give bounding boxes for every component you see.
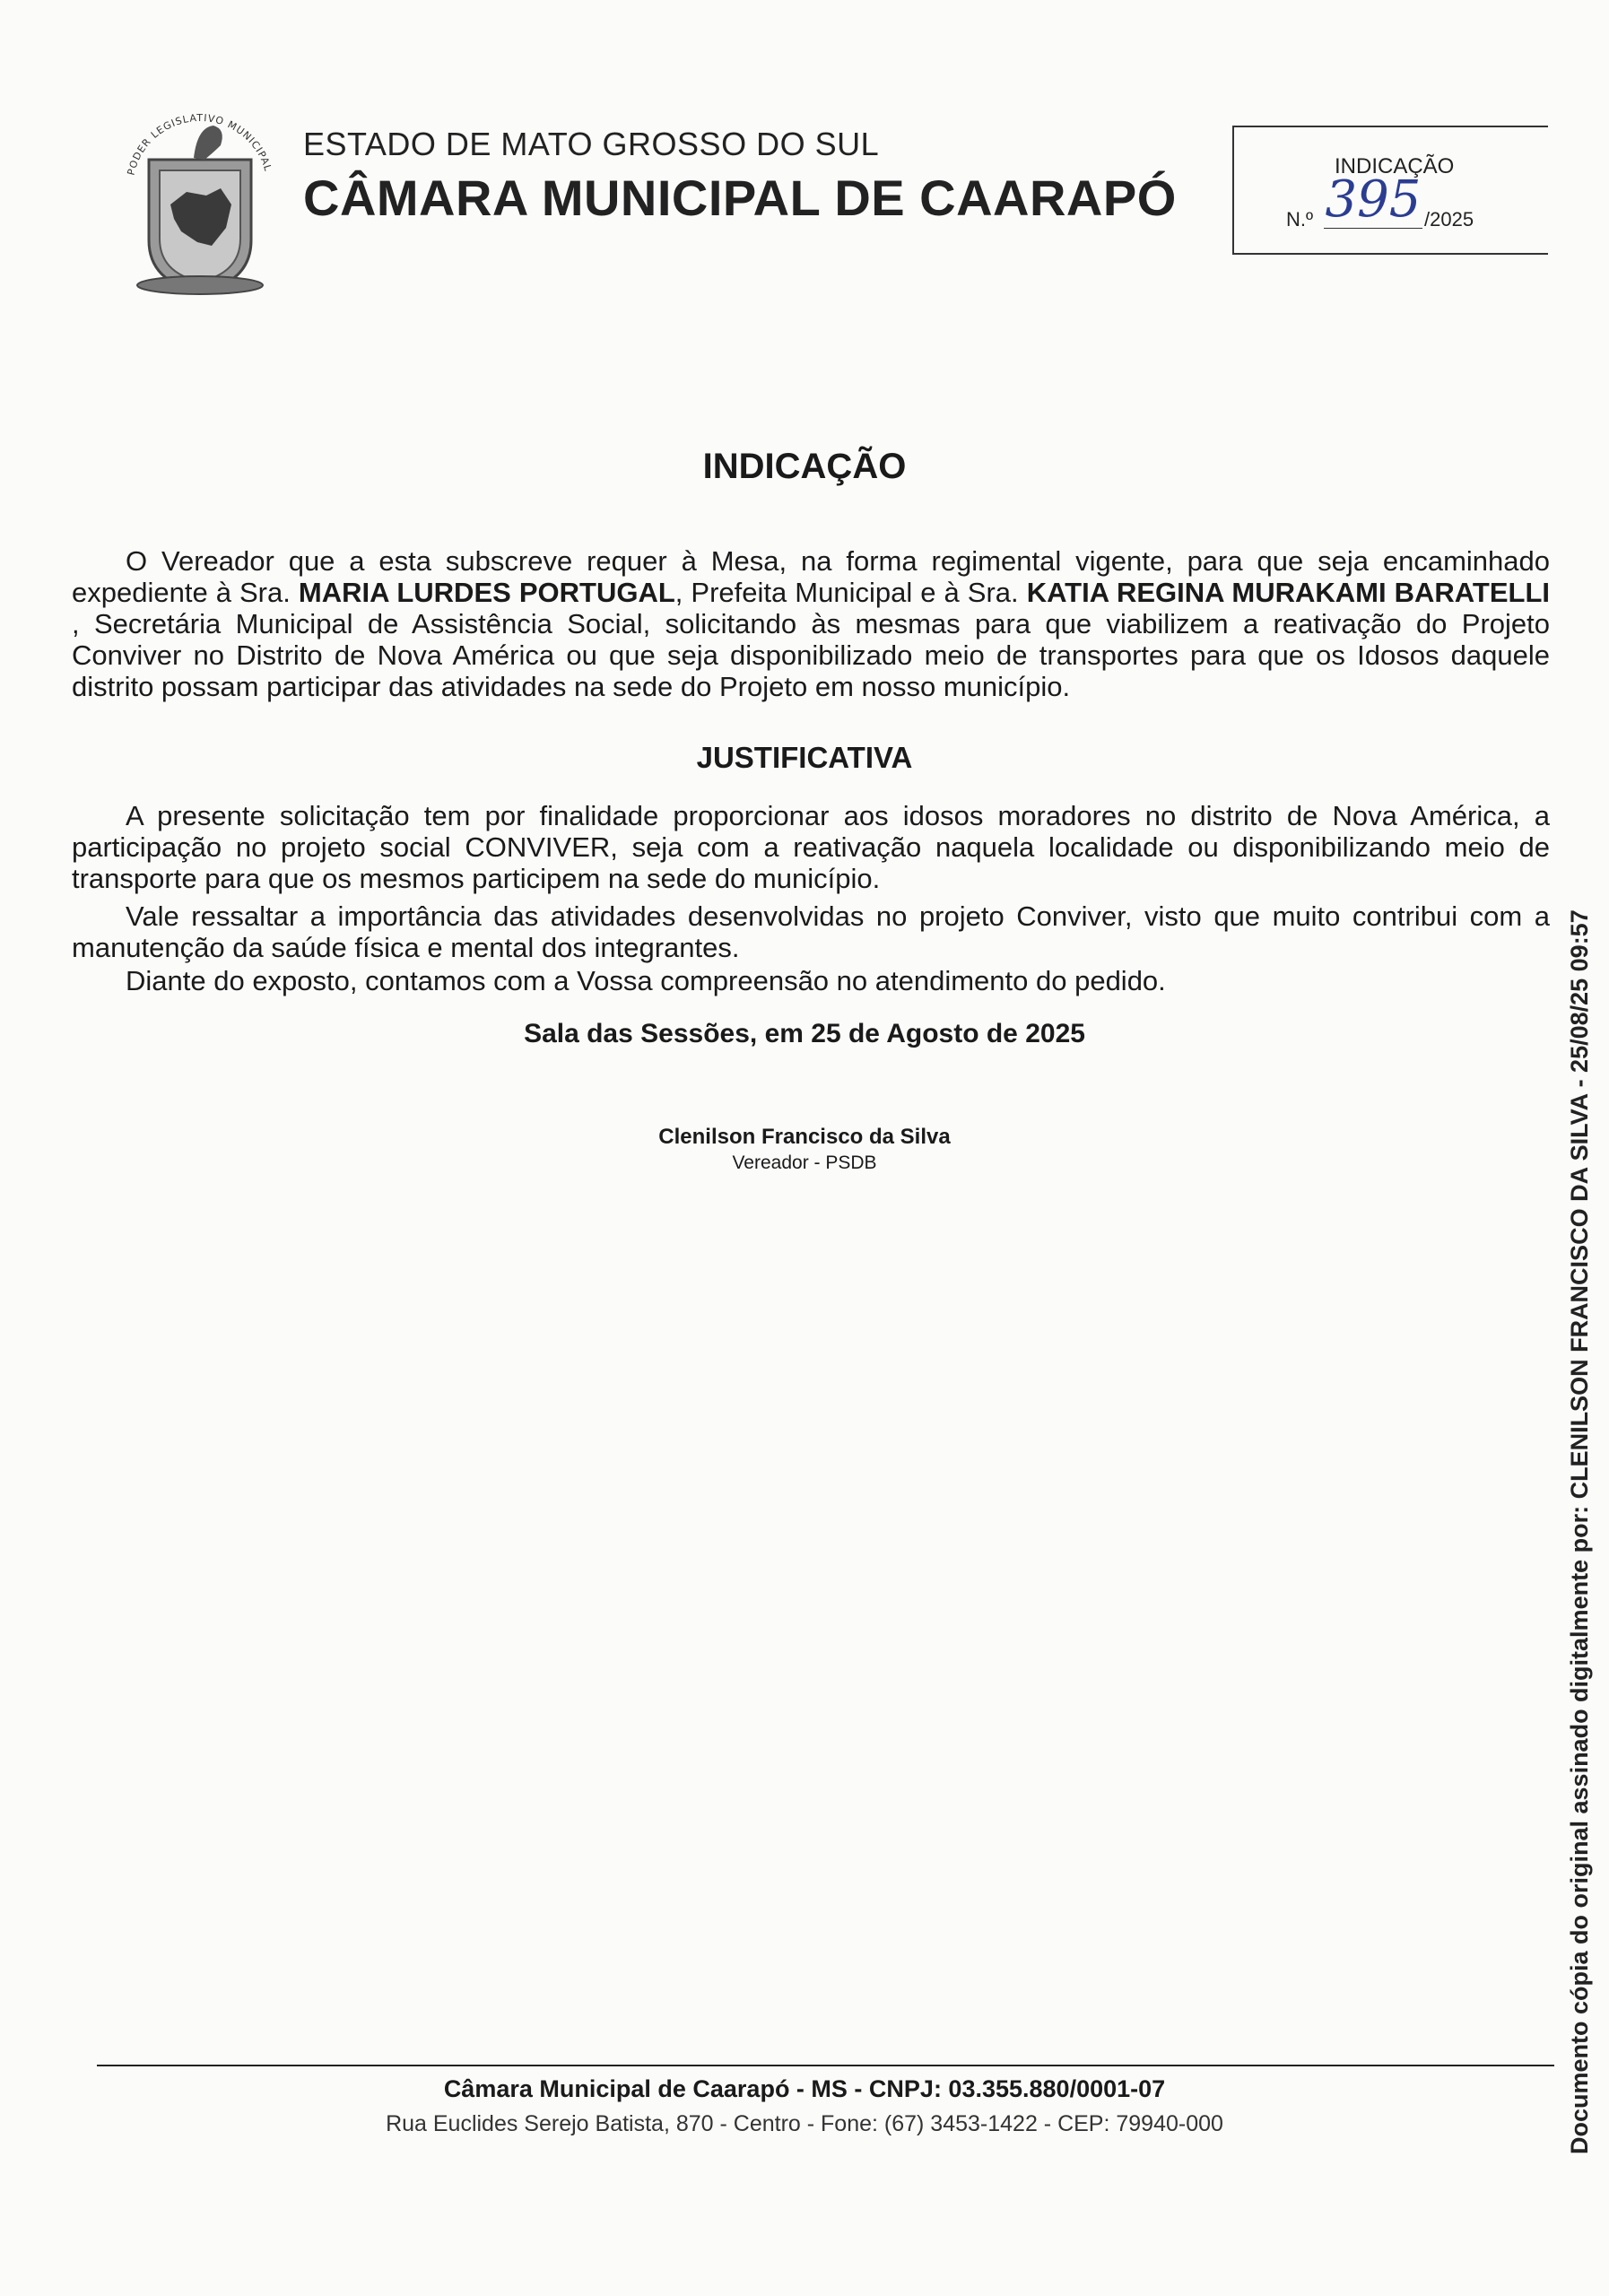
justification-text-3: Diante do exposto, contamos com a Vossa compreensão no atendimento do pedido.: [126, 965, 1166, 996]
handwritten-number: 395: [1325, 170, 1422, 229]
indicacao-box-label: INDICAÇÃO: [1335, 154, 1455, 178]
indicacao-number-box: [1232, 126, 1548, 255]
footer-address: Rua Euclides Serejo Batista, 870 - Centro - Fone: (67) 3453-1422 - CEP: 79940-000: [386, 2111, 1223, 2136]
header-state: ESTADO DE MATO GROSSO DO SUL: [303, 126, 880, 162]
municipal-seal-logo: [115, 106, 285, 296]
justification-paragraph: [72, 800, 1550, 894]
request-paragraph: [72, 545, 1550, 702]
recipient-name-2: KATIA REGINA MURAKAMI BARATELLI: [1026, 577, 1550, 608]
request-text-2: , Prefeita Municipal e à Sra.: [674, 577, 1027, 608]
justification-paragraph: [72, 965, 1550, 996]
request-text-1: O Vereador que a esta subscreve requer à Mesa, na forma regimental vigente, para que seja encaminhado expediente à Sra.: [72, 545, 1550, 608]
recipient-name-1: MARIA LURDES PORTUGAL: [298, 577, 675, 608]
justification-paragraph: [72, 900, 1550, 963]
footer-entity: Câmara Municipal de Caarapó - MS - CNPJ: 03.355.880/0001-07: [443, 2075, 1166, 2102]
number-year: /2025: [1424, 208, 1474, 230]
request-text-3: , Secretária Municipal de Assistência Social, solicitando às mesmas para que viabilizem a reativação do Projeto Conviver no Distrito de Nova América ou que seja disponibilizado meio de transportes para que os Idosos daquele distrito possam participar das atividades na sede do Projeto em nosso município.: [72, 608, 1550, 702]
justification-text-2: Vale ressaltar a importância das atividades desenvolvidas no projeto Conviver, visto que muito contribui com a manutenção da saúde física e mental dos integrantes.: [72, 900, 1550, 963]
justification-title: JUSTIFICATIVA: [696, 741, 913, 774]
number-underline: [1324, 228, 1422, 229]
seal-text: PODER LEGISLATIVO MUNICIPAL: [125, 111, 274, 177]
digital-signature-stamp: Documento cópia do original assinado digitalmente por: CLENILSON FRANCISCO DA SILVA - 25/08/25 09:57: [1566, 909, 1593, 2154]
session-date: Sala das Sessões, em 25 de Agosto de 2025: [524, 1019, 1085, 1048]
signer-role: Vereador - PSDB: [732, 1152, 877, 1173]
number-prefix: N.º: [1286, 208, 1314, 230]
header-chamber-name: CÂMARA MUNICIPAL DE CAARAPÓ: [303, 170, 1177, 226]
justification-text-1: A presente solicitação tem por finalidade proporcionar aos idosos moradores no distrito de Nova América, a participação no projeto social CONVIVER, seja com a reativação naquela localidade ou disponibilizando meio de transporte para que os mesmos participem na sede do município.: [72, 800, 1550, 894]
footer-divider: [97, 2065, 1554, 2066]
signer-name: Clenilson Francisco da Silva: [658, 1125, 951, 1149]
document-title: INDICAÇÃO: [702, 447, 907, 486]
